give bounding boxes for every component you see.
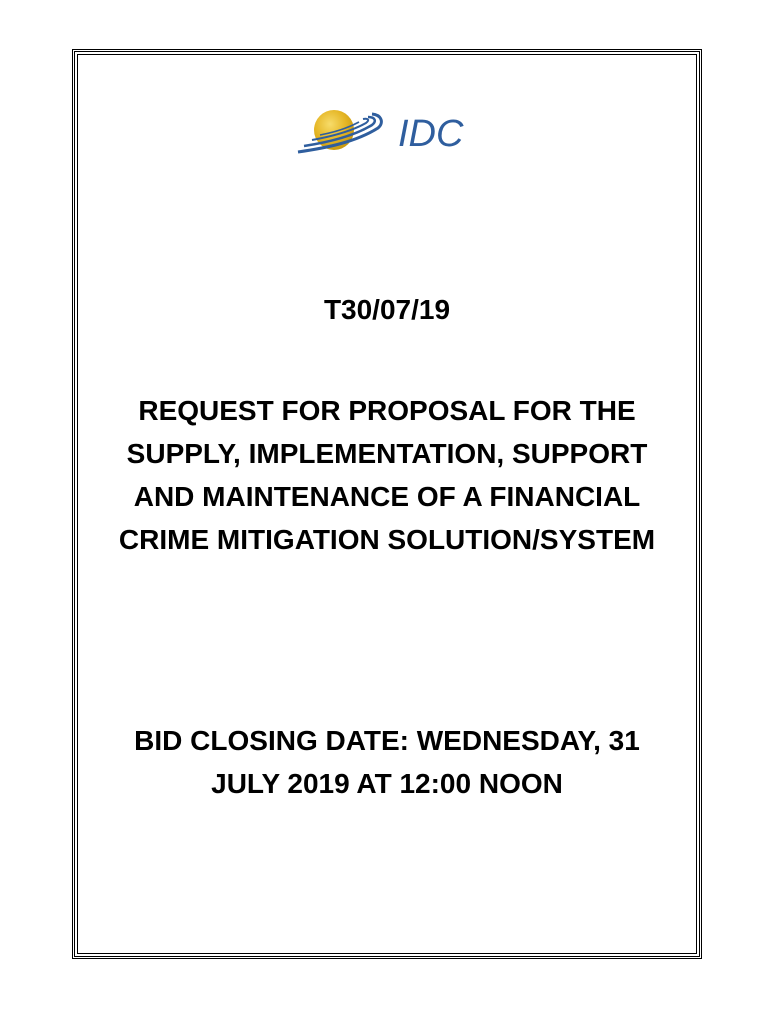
title-line: AND MAINTENANCE OF A FINANCIAL <box>133 481 641 512</box>
idc-logo-icon <box>296 106 482 158</box>
logo-wordmark: IDC <box>398 113 464 155</box>
tender-reference: T30/07/19 <box>323 294 451 325</box>
title-line: REQUEST FOR PROPOSAL FOR THE <box>138 395 636 426</box>
closing-line: BID CLOSING DATE: WEDNESDAY, 31 <box>134 725 640 756</box>
closing-line: JULY 2019 AT 12:00 NOON <box>211 768 563 799</box>
title-line: CRIME MITIGATION SOLUTION/SYSTEM <box>118 524 656 555</box>
bid-closing-date <box>78 719 696 805</box>
idc-logo <box>296 106 482 158</box>
title-line: SUPPLY, IMPLEMENTATION, SUPPORT <box>126 438 648 469</box>
document-title <box>78 389 696 561</box>
